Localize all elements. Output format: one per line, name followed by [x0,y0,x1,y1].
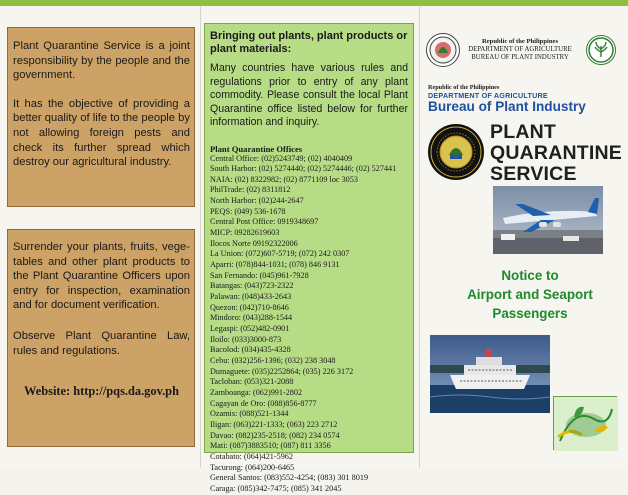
office-item: Iligan: (063)221-1333; (063) 223 2712 [210,419,338,429]
notice-line-3: Passengers [492,306,568,321]
office-item: Caraga: (085)342-7475; (085) 341 2045 [210,483,342,493]
offices-heading: Plant Quarantine Offices [210,143,303,154]
office-item: Aparri: (078)844-1031; (078) 846 9131 [210,260,340,270]
office-item: Davao: (082)235-2518; (082) 234 0574 [210,430,340,440]
office-item: San Fernando: (045)961-7928 [210,270,309,280]
notice-line-2: Airport and Seaport [467,287,593,302]
office-item: Quezon: (042)710-8646 [210,302,289,312]
office-item: Cebu: (032)256-1396; (032) 238 3048 [210,355,336,365]
office-item: PEQS: (049) 536-1678 [210,206,286,216]
header-line-1: Republic of the Philippines [481,38,559,45]
header-line-3: BUREAU OF PLANT INDUSTRY [471,54,569,61]
intro-box [7,27,195,207]
instructions-paragraph-2: Observe Plant Quarantine Law, rules and regulations. [13,329,190,357]
office-item: Legaspi: (052)482-0901 [210,324,290,333]
office-item: Mindoro: (043)288-1544 [210,313,293,323]
office-item: Bacolod: (034)435-4328 [210,345,291,355]
office-item: Central Post Office: 0919348697 [210,217,319,227]
top-color-stripe [0,0,628,6]
website-link[interactable]: Website: http://pqs.da.gov.ph [24,384,179,399]
export-body: Many countries have various rules and regulations prior to entry of any plant commodity. Please consult the local Plant Quarantine office listed below for further information and inquiry. [210,62,408,128]
agri-logo [553,396,617,450]
office-item: La Union: (072)607-5719; (072) 242 0307 [210,249,350,259]
sub-header-line-2: DEPARTMENT OF AGRICULTURE [428,91,548,100]
office-item: South Harbor: (02) 5274440; (02) 5274446; (02) 527441 [210,164,397,174]
pqs-title-line-1: PLANT [490,121,556,143]
fold-line-right [419,6,420,468]
office-item: Cotabato: (064)421-5962 [210,451,293,461]
pqs-title [490,122,620,185]
office-item: Ilocos Norte 09192322006 [210,238,298,248]
fold-line-left [200,6,201,468]
office-item: Palawan: (048)433-2643 [210,292,292,302]
bureau-plant-industry-seal-icon [586,35,616,65]
notice-line-1: Notice to [501,268,559,283]
office-item: Batangas: (043)723-2322 [210,281,294,291]
office-item: Tacloban: (053)321-2088 [210,377,294,387]
office-item: North Harbor: (02)244-2647 [210,196,304,206]
intro-paragraph-2: It has the objective of providing a better quality of life to the people by not allowing foreign pests and check its further spread which destroy our agricultural industry. [13,97,190,169]
office-item: Dumaguete: (035)2252864; (035) 226 3172 [210,366,354,376]
header-text [455,38,585,61]
cruise-ship-photo [430,335,550,413]
export-heading: Bringing out plants, plant products or plant materials: [210,30,408,55]
plant-quarantine-service-seal-icon [428,124,484,180]
office-item: PhilTrade: (02) 8311812 [210,185,291,195]
office-item: Central Office: (02)5243749; (02) 4040409 [210,153,353,163]
office-item: Tacurong: (064)200-6465 [210,462,295,472]
pqs-title-line-2: QUARANTINE [490,142,622,164]
office-item: MICP: 09282619603 [210,228,280,238]
sub-header-line-1: Republic of the Philippines [428,84,500,91]
sub-header-line-3: Bureau of Plant Industry [428,99,586,114]
instructions-paragraph-1: Surrender your plants, fruits, vege-tables and other plant products to the Plant Quarantine Officers upon entry for inspection, examination and for document verification. [13,241,190,312]
airplane-photo [493,186,603,254]
office-item: NAIA: (02) 8322982; (02) 8771109 loc 3053 [210,174,358,184]
office-item: Cagayan de Oro: (088)856-8777 [210,398,317,408]
instructions-box [7,229,195,447]
office-item: Zamboanga: (062)991-2802 [210,387,303,397]
office-item: Iloilo: (033)3000-873 [210,334,282,344]
sub-header [428,84,618,114]
office-item: Mati: (087)3883510; (087) 811 3356 [210,441,331,451]
intro-paragraph-1: Plant Quarantine Service is a joint responsibility by the people and the government. [13,40,190,82]
offices-list [210,154,408,495]
offices-box [204,23,414,493]
header-line-2: DEPARTMENT OF AGRICULTURE [468,46,572,53]
notice-heading [440,266,620,323]
office-item: General Santos: (083)552-4254; (083) 301 8019 [210,473,369,483]
pqs-title-line-3: SERVICE [490,163,577,185]
office-item: Ozamis: (088)521-1344 [210,409,289,419]
